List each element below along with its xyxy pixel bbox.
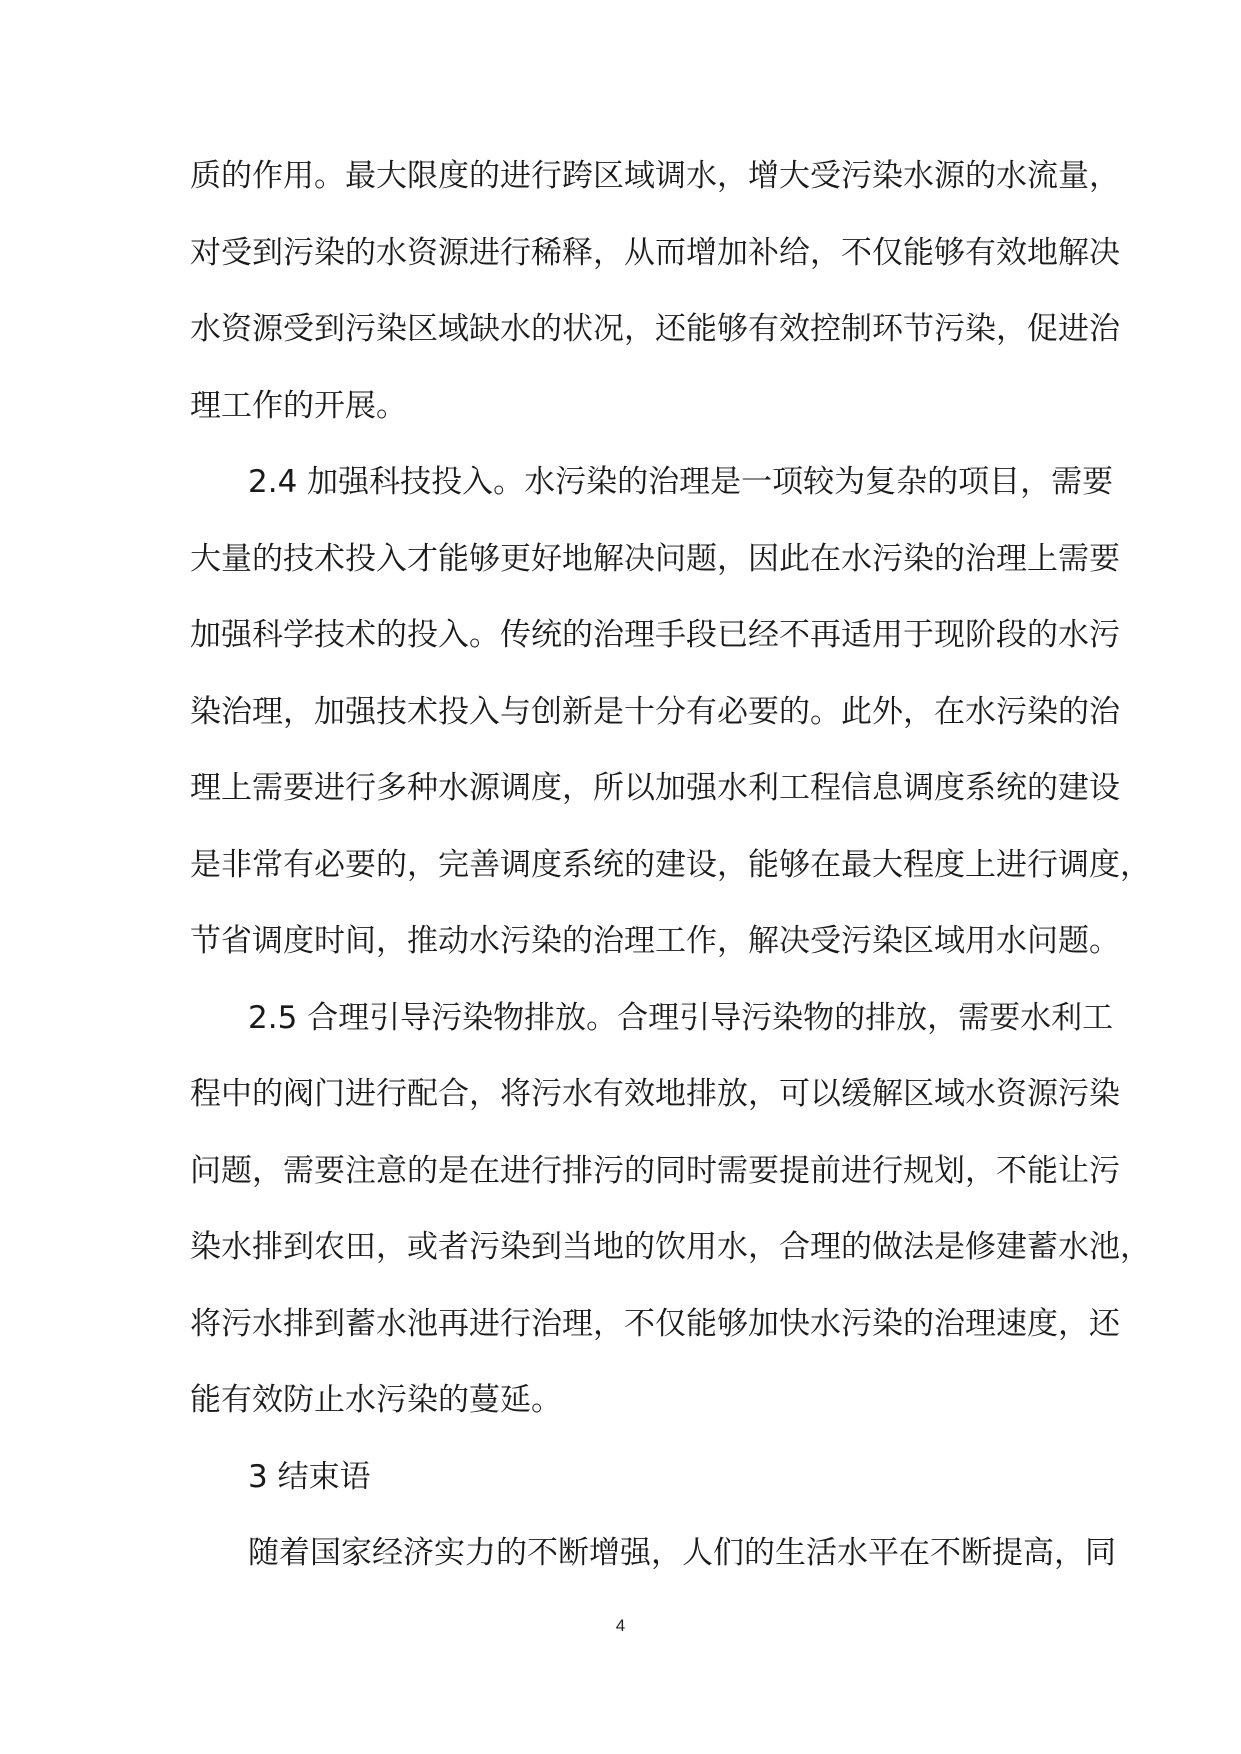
- section-2-5-line: 2.5 合理引导污染物排放。合理引导污染物的排放，需要水利工: [248, 999, 1114, 1036]
- paragraph-line: 质的作用。最大限度的进行跨区域调水，增大受污染水源的水流量，: [190, 158, 1120, 194]
- paragraph-line: 加强科学技术的投入。传统的治理手段已经不再适用于现阶段的水污: [190, 617, 1120, 653]
- paragraph-line: 问题，需要注意的是在进行排污的同时需要提前进行规划，不能让污: [190, 1152, 1120, 1189]
- paragraph-line: 能有效防止水污染的蔓延。: [190, 1382, 562, 1418]
- page-number: 4: [615, 1616, 626, 1635]
- paragraph-line: 大量的技术投入才能够更好地解决问题，因此在水污染的治理上需要: [190, 540, 1120, 577]
- paragraph-line: 染治理，加强技术投入与创新是十分有必要的。此外，在水污染的治: [190, 693, 1120, 730]
- section-2-4-line: 2.4 加强科技投入。水污染的治理是一项较为复杂的项目，需要: [248, 464, 1114, 500]
- paragraph-line: 理工作的开展。: [190, 387, 407, 424]
- paragraph-line: 理上需要进行多种水源调度，所以加强水利工程信息调度系统的建设: [190, 770, 1120, 806]
- paragraph-line: 节省调度时间，推动水污染的治理工作，解决受污染区域用水问题。: [190, 923, 1120, 959]
- paragraph-line: 染水排到农田，或者污染到当地的饮用水，合理的做法是修建蓄水池，: [190, 1229, 1151, 1265]
- section-heading: 3 结束语: [248, 1458, 371, 1495]
- paragraph-line: 将污水排到蓄水池再进行治理，不仅能够加快水污染的治理速度，还: [190, 1305, 1120, 1342]
- paragraph-line: 随着国家经济实力的不断增强，人们的生活水平在不断提高，同: [248, 1535, 1116, 1571]
- paragraph-line: 是非常有必要的，完善调度系统的建设，能够在最大程度上进行调度，: [190, 846, 1151, 883]
- paragraph-line: 程中的阀门进行配合，将污水有效地排放，可以缓解区域水资源污染: [190, 1076, 1120, 1112]
- paragraph-line: 水资源受到污染区域缺水的状况，还能够有效控制环节污染，促进治: [190, 311, 1120, 347]
- body-text: [190, 138, 1151, 1592]
- paragraph-line: 对受到污染的水资源进行稀释，从而增加补给，不仅能够有效地解决: [190, 234, 1120, 271]
